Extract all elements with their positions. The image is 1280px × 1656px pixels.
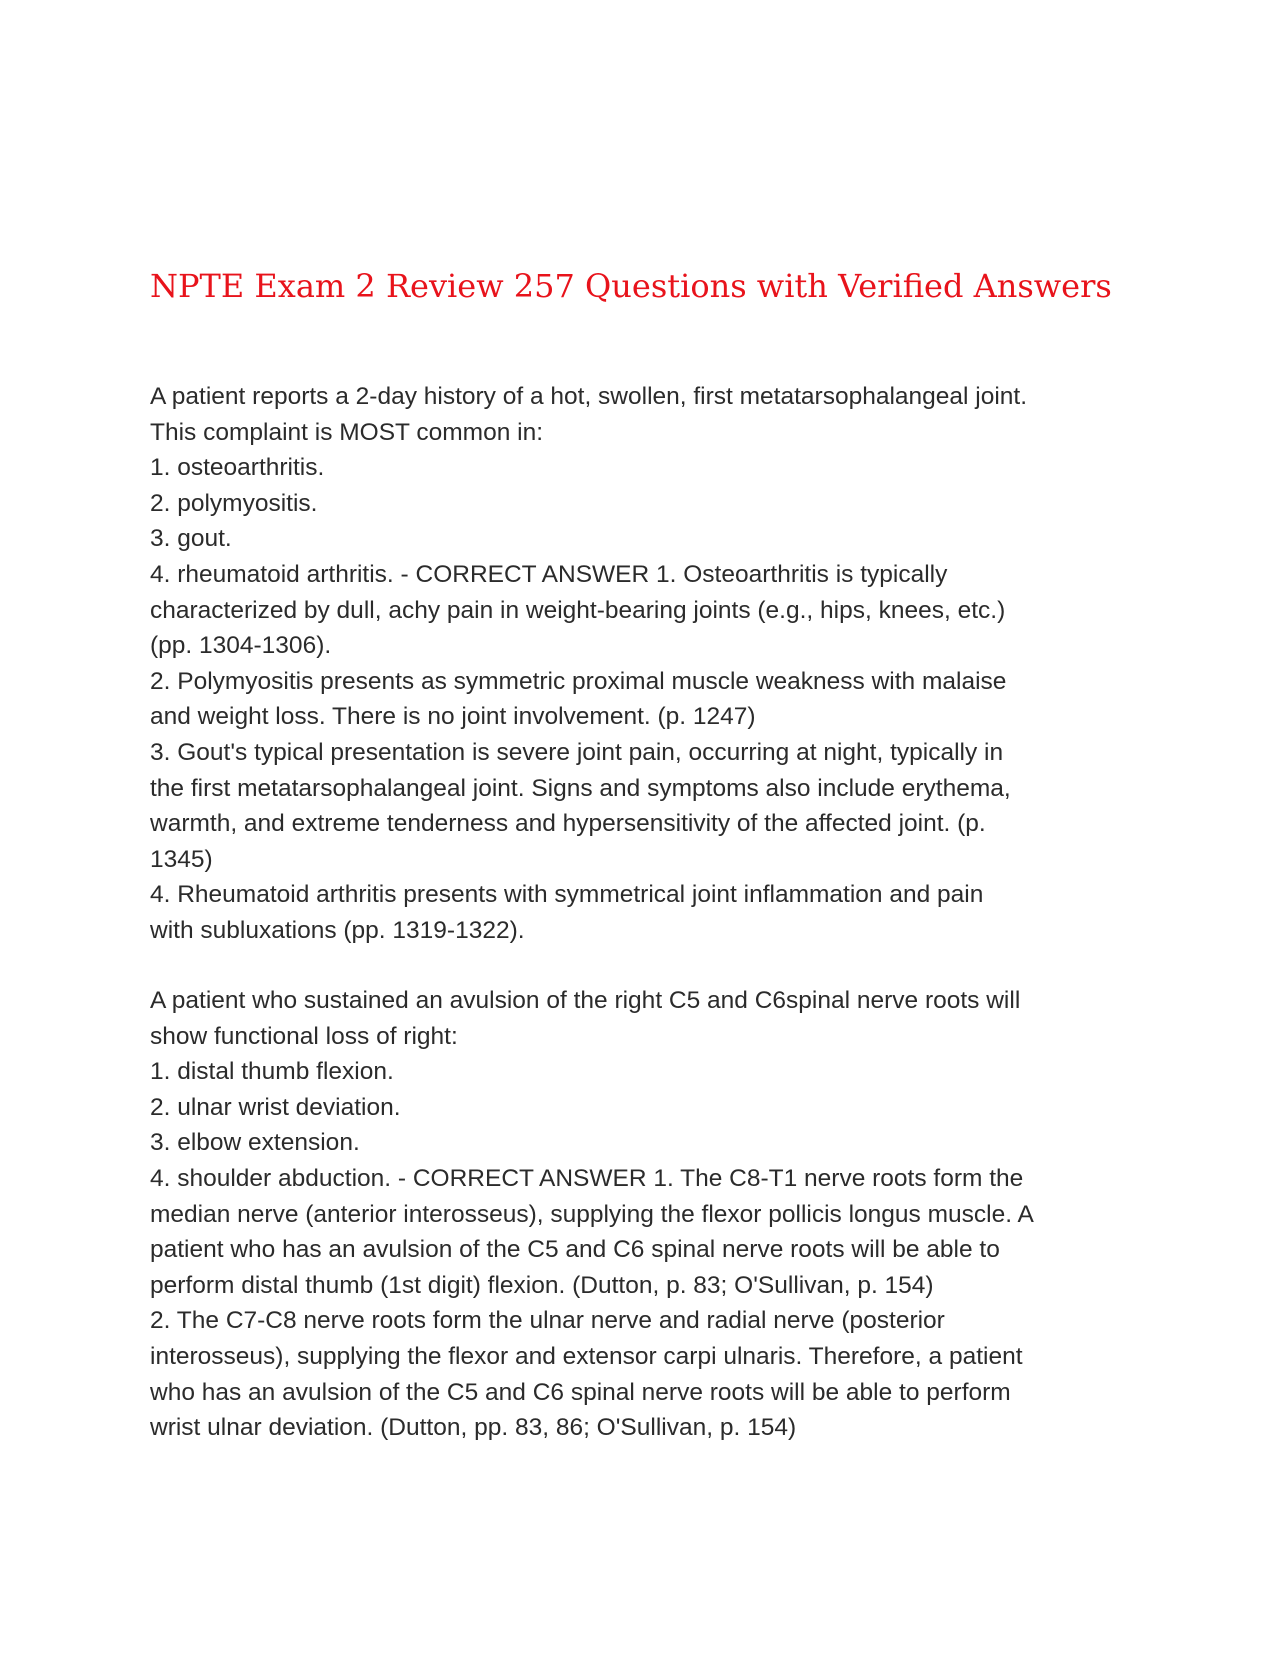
text-line: This complaint is MOST common in: [150,418,544,446]
text-line: 4. shoulder abduction. - CORRECT ANSWER 1. The C8-T1 nerve roots form the [150,1164,1024,1192]
text-line: perform distal thumb (1st digit) flexion. (Dutton, p. 83; O'Sullivan, p. 154) [150,1271,934,1299]
text-line: show functional loss of right: [150,1022,458,1050]
text-line: warmth, and extreme tenderness and hypersensitivity of the affected joint. (p. [150,810,986,838]
text-line: A patient reports a 2-day history of a hot, swollen, first metatarsophalangeal joint. [150,383,1028,410]
text-line: who has an avulsion of the C5 and C6 spinal nerve roots will be able to perform [150,1378,1011,1406]
text-line: 4. rheumatoid arthritis. - CORRECT ANSWER 1. Osteoarthritis is typically [150,560,948,588]
text-line: patient who has an avulsion of the C5 and C6 spinal nerve roots will be able to [150,1236,1000,1264]
text-line: 1. distal thumb flexion. [150,1058,394,1086]
text-line: 3. gout. [150,525,232,553]
text-line: 1345) [150,845,213,873]
text-line: wrist ulnar deviation. (Dutton, pp. 83, 86; O'Sullivan, p. 154) [150,1414,797,1442]
text-line: 2. ulnar wrist deviation. [150,1093,401,1121]
text-line: 3. Gout's typical presentation is severe joint pain, occurring at night, typically in [150,738,1004,766]
question-block-2 [150,983,1150,1446]
text-line: interosseus), supplying the flexor and extensor carpi ulnaris. Therefore, a patient [150,1342,1023,1370]
text-line: 4. Rheumatoid arthritis presents with symmetrical joint inflammation and pain [150,881,984,909]
text-line: 1. osteoarthritis. [150,454,325,482]
text-line: 2. Polymyositis presents as symmetric proximal muscle weakness with malaise [150,667,1007,695]
text-line: 2. The C7-C8 nerve roots form the ulnar nerve and radial nerve (posterior [150,1307,945,1335]
text-line: and weight loss. There is no joint involvement. (p. 1247) [150,703,756,731]
document-title: NPTE Exam 2 Review 257 Questions with Verified Answers [150,267,1112,305]
text-line: (pp. 1304-1306). [150,632,332,660]
question-block-1 [150,379,1150,949]
text-line: with subluxations (pp. 1319-1322). [150,916,525,944]
text-line: median nerve (anterior interosseus), supplying the flexor pollicis longus muscle. A [150,1200,1034,1228]
text-line: A patient who sustained an avulsion of the right C5 and C6spinal nerve roots will [150,987,1021,1014]
text-line: the first metatarsophalangeal joint. Signs and symptoms also include erythema, [150,774,1011,802]
text-line: characterized by dull, achy pain in weight-bearing joints (e.g., hips, knees, etc.) [150,596,1006,624]
text-line: 3. elbow extension. [150,1129,360,1157]
text-line: 2. polymyositis. [150,489,318,517]
